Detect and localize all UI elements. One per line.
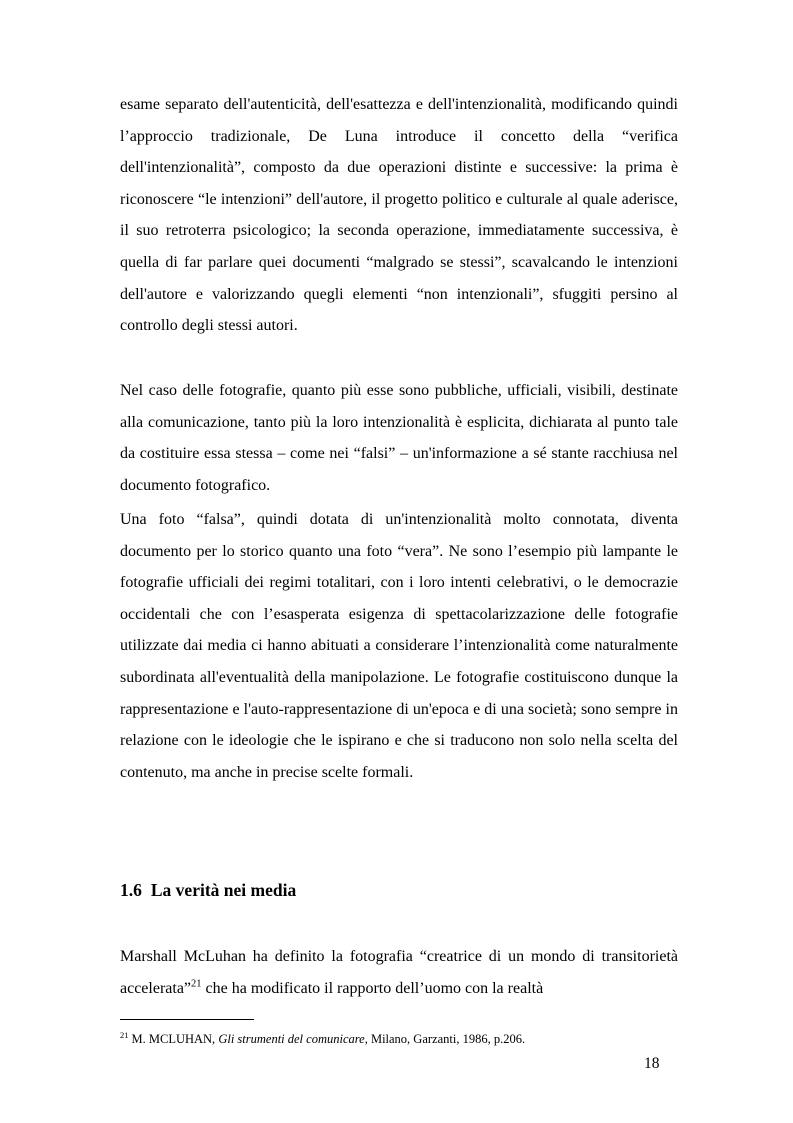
footnote-work-title: Gli strumenti del comunicare xyxy=(218,1032,365,1046)
footnote-author: M. MCLUHAN, xyxy=(131,1032,216,1046)
body-paragraph-intentionality-verification: esame separato dell'autenticità, dell'esattezza e dell'intenzionalità, modificando quindi l’approccio tradizionale, De Luna introduce il concetto della “verifica dell'intenzionalità”, composto da due operazioni distinte e successive: la prima è riconoscere “le intenzioni” dell'autore, il progetto politico e culturale al quale aderisce, il suo retroterra psicologico; la seconda operazione, immediatamente successiva, è quella di far parlare quei documenti “malgrado se stessi”, scavalcando le intenzioni dell'autore e valorizzando quegli elementi “non intenzionali”, sfuggiti persino al controllo degli stessi autori. xyxy=(120,96,678,335)
footnote xyxy=(120,1031,525,1047)
body-paragraph-photo-intentionality: Nel caso delle fotografie, quanto più esse sono pubbliche, ufficiali, visibili, destinate alla comunicazione, tanto più la loro intenzionalità è esplicita, dichiarata al punto tale da costituire essa stessa – come nei “falsi” – un'informazione a sé stante racchiusa nel documento fotografico. xyxy=(120,382,678,494)
page-number: 18 xyxy=(644,1055,660,1072)
body-paragraph-fake-photo: Una foto “falsa”, quindi dotata di un'intenzionalità molto connotata, diventa documento per lo storico quanto una foto “vera”. Ne sono l’esempio più lampante le fotografie ufficiali dei regimi totalitari, con i loro intenti celebrativi, o le democrazie occidentali che con l’esasperata esigenza di spettacolarizzazione delle fotografie utilizzate dai media ci hanno abituati a considerare l’intenzionalità come naturalmente subordinata all'eventualità della manipolazione. Le fotografie costituiscono dunque la rappresentazione e l'auto-rappresentazione di un'epoca e di una società; sono sempre in relazione con le ideologie che le ispirano e che si traducono non solo nella scelta del contenuto, ma anche in precise scelte formali. xyxy=(120,511,678,781)
footnote-reference[interactable]: 21 xyxy=(191,978,202,990)
section-number: 1.6 xyxy=(120,880,142,900)
section-heading xyxy=(120,880,296,901)
paragraph-text-after-ref: che ha modificato il rapporto dell’uomo con la realtà xyxy=(201,979,544,997)
footnote-number: 21 xyxy=(120,1029,129,1040)
footnote-separator xyxy=(120,1019,254,1020)
body-paragraph-mcluhan xyxy=(120,941,678,1004)
footnote-publication: , Milano, Garzanti, 1986, p.206. xyxy=(364,1032,526,1046)
paragraph-text-before-ref: Marshall McLuhan ha definito la fotografia “creatrice di un mondo di transitorietà accelerata” xyxy=(120,948,678,997)
section-title: La verità nei media xyxy=(150,880,297,900)
